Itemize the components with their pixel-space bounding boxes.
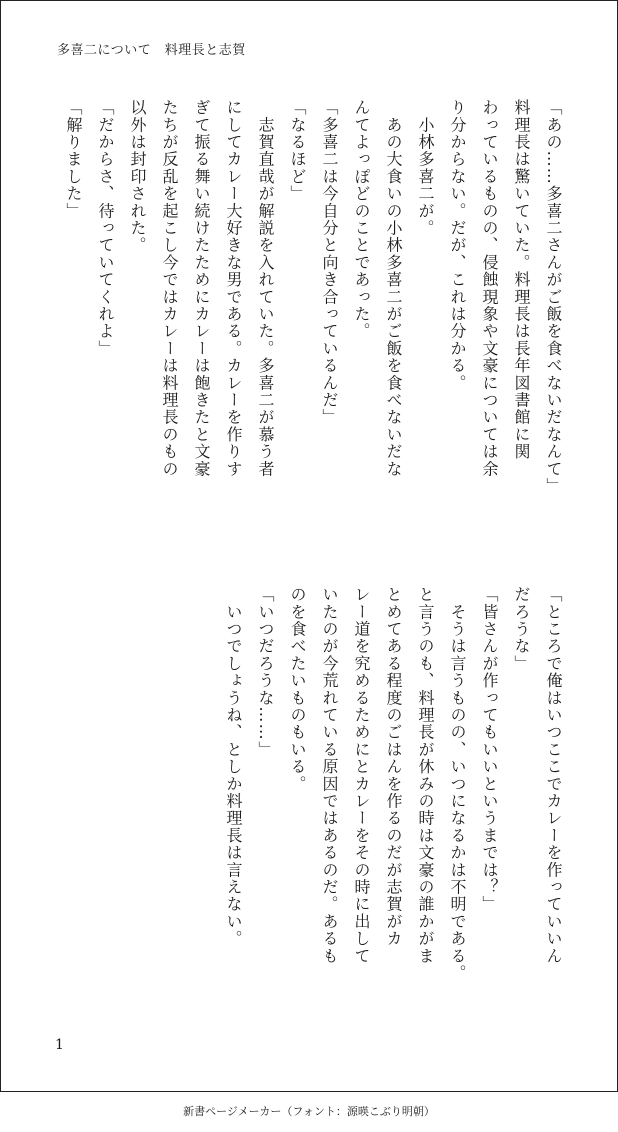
text-line: にしてカレー大好きな男である。カレーを作りす — [224, 99, 243, 478]
text-line: いたのが今荒れている原因ではあるのだ。あるも — [320, 586, 339, 965]
text-line: 以外は封印された。 — [128, 99, 147, 254]
text-line: 「だからさ、待っていてくれよ」 — [96, 99, 115, 357]
text-line: 「多喜二は今自分と向き合っているんだ」 — [320, 99, 339, 426]
page-number: 1 — [55, 1037, 64, 1053]
text-block-top — [57, 99, 569, 539]
footer-caption: 新書ページメーカー（フォント：源暎こぶり明朝） — [183, 1105, 435, 1118]
text-line: ぎて振る舞い続けたためにカレーは飽きたと文豪 — [192, 99, 211, 478]
text-line: 「皆さんが作ってもいいというまでは？」 — [480, 586, 499, 913]
text-line: 「あの……多喜二さんがご飯を食べないだなんて」 — [544, 99, 563, 495]
text-line: と言うのも、料理長が休みの時は文豪の誰かがま — [416, 586, 435, 965]
text-line: 小林多喜二が。 — [416, 99, 435, 237]
text-line: 志賀直哉が解説を入れていた。多喜二が慕う者 — [256, 99, 275, 478]
text-line: のを食べたいものもいる。 — [288, 586, 307, 793]
text-line: とめてある程度のごはんを作るのだが志賀がカ — [384, 586, 403, 948]
text-line: 「いつだろうな……」 — [256, 586, 275, 758]
text-line: いつでしょうね、としか料理長は言えない。 — [224, 586, 243, 948]
text-line: んてよっぽどのことであった。 — [352, 99, 371, 340]
text-line: だろうな」 — [512, 586, 531, 672]
text-line: 「ところで俺はいつここでカレーを作っていいん — [544, 586, 563, 965]
text-line: あの大食いの小林多喜二がご飯を食べないだな — [384, 99, 403, 478]
text-line: レー道を究めるためにとカレーをその時に出して — [352, 586, 371, 965]
text-line: 「解りました」 — [64, 99, 83, 220]
text-block-bottom — [217, 586, 569, 1026]
running-header: 多喜二について 料理長と志賀 — [57, 43, 246, 58]
text-line: たちが反乱を起こし今ではカレーは料理長のもの — [160, 99, 179, 478]
text-line: そうは言うものの、いつになるかは不明である。 — [448, 586, 467, 982]
text-line: り分からない。だが、これは分かる。 — [448, 99, 467, 392]
text-line: わっているものの、侵蝕現象や文豪については余 — [480, 99, 499, 478]
text-line: 料理長は驚いていた。料理長は長年図書館に関 — [512, 99, 531, 461]
text-line: 「なるほど」 — [288, 99, 307, 203]
